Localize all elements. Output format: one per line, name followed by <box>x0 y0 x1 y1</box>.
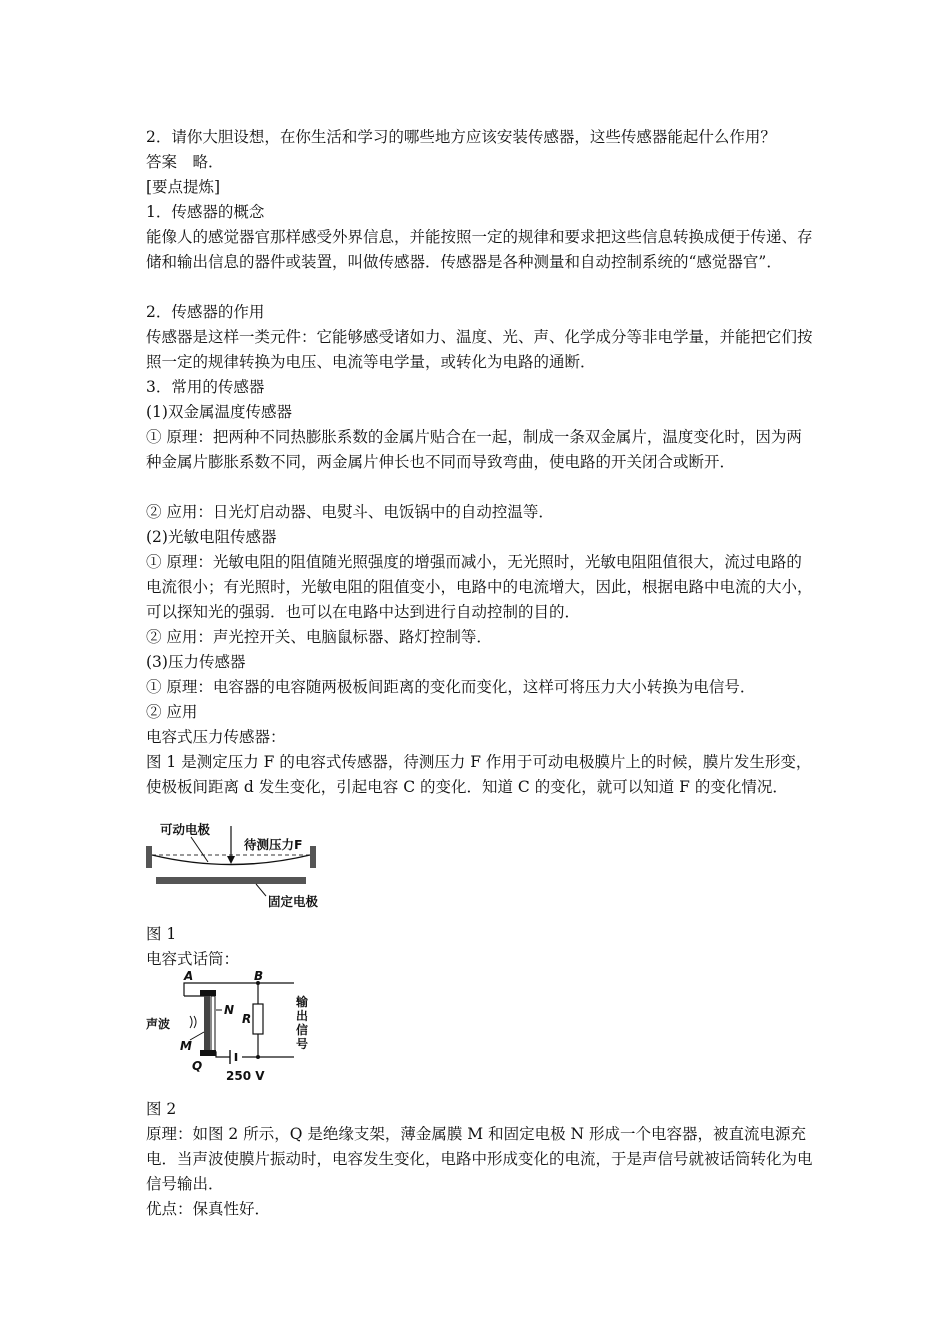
paragraph-pressure-application: ② 应用 <box>146 703 198 721</box>
condenser-microphone-circuit <box>146 970 316 1086</box>
figure-1-caption: 图 1 <box>146 925 177 943</box>
label-a: A <box>184 970 194 983</box>
paragraph-microphone-principle: 原理：如图 2 所示，Q 是绝缘支架，薄金属膜 M 和固定电极 N 形成一个电容器，被直流电源充电．当声波使膜片振动时，电容发生变化，电路中形成变化的电流，于是声信号就被话筒转化为电信号输出． <box>146 1125 813 1193</box>
label-output-4: 号 <box>296 1037 309 1051</box>
resistor-r <box>253 1004 263 1034</box>
paragraph-sensor-function: 传感器是这样一类元件：它能够感受诸如力、温度、光、声、化学成分等非电学量，并能把它们按照一定的规律转换为电压、电流等电学量，或转化为电路的通断． <box>146 328 813 371</box>
paragraph-pressure-principle: ① 原理：电容器的电容随两极板间距离的变化而变化，这样可将压力大小转换为电信号． <box>146 678 756 696</box>
fixed-electrode-leader <box>256 884 266 896</box>
figure-2-caption: 图 2 <box>146 1100 177 1118</box>
label-b: B <box>254 970 264 983</box>
right-support <box>310 846 316 868</box>
label-m: M <box>180 1039 192 1053</box>
heading-capacitive-pressure: 电容式压力传感器： <box>146 728 286 746</box>
answer-line: 答案 略． <box>146 153 224 171</box>
label-movable-electrode: 可动电极 <box>160 822 211 837</box>
sound-wave-arc-2 <box>194 1016 196 1028</box>
question-2: 2．请你大胆设想，在你生活和学习的哪些地方应该安装传感器，这些传感器能起什么作用？ <box>146 128 776 146</box>
paragraph-bimetal-application: ② 应用：日光灯启动器、电熨斗、电饭锅中的自动控温等． <box>146 503 554 521</box>
paragraph-capacitive-pressure: 图 1 是测定压力 F 的电容式传感器，待测压力 F 作用于可动电极膜片上的时候，膜片发生形变，使极板间距离 d 发生变化，引起电容 C 的变化．知道 C 的变化，就可以知道 F 的变化情况． <box>146 753 812 796</box>
label-sound-wave: 声波 <box>146 1017 171 1031</box>
paragraph-photoresistor-application: ② 应用：声光控开关、电脑鼠标器、路灯控制等． <box>146 628 492 646</box>
force-arrow-head <box>227 856 235 864</box>
label-n: N <box>224 1003 235 1017</box>
label-voltage: 250 V <box>226 1069 265 1083</box>
subheading-bimetal: (1)双金属温度传感器 <box>146 403 292 421</box>
fixed-electrode-n <box>211 996 215 1052</box>
label-output-1: 输 <box>296 995 309 1009</box>
heading-sensor-concept: 1．传感器的概念 <box>146 203 265 221</box>
label-pressure-force: 待测压力F <box>244 837 303 852</box>
support-q <box>200 1050 216 1056</box>
m-leader <box>190 1032 204 1040</box>
capacitive-pressure-sensor-diagram <box>146 820 346 912</box>
heading-condenser-microphone: 电容式话筒： <box>146 950 240 968</box>
paragraph-bimetal-principle: ① 原理：把两种不同热膨胀系数的金属片贴合在一起，制成一条双金属片，温度变化时，因为两种金属片膨胀系数不同，两金属片伸长也不同而导致弯曲，使电路的开关闭合或断开． <box>146 428 802 471</box>
node-bottom <box>256 1055 260 1059</box>
heading-sensor-function: 2．传感器的作用 <box>146 303 265 321</box>
fixed-electrode-plate <box>156 877 306 884</box>
paragraph-microphone-advantage: 优点：保真性好． <box>146 1200 271 1218</box>
label-output-2: 出 <box>296 1009 309 1023</box>
figure-1-diagram <box>146 820 346 912</box>
paragraph-sensor-concept: 能像人的感觉器官那样感受外界信息，并能按照一定的规律和要求把这些信息转换成便于传递、存储和输出信息的器件或装置，叫做传感器．传感器是各种测量和自动控制系统的“感觉器官”． <box>146 228 813 271</box>
label-output-3: 信 <box>296 1023 309 1037</box>
section-heading-key-points: [要点提炼] <box>146 178 221 196</box>
membrane-m <box>204 994 210 1054</box>
support-top <box>200 990 216 996</box>
movable-electrode-leader <box>191 837 208 862</box>
heading-common-sensors: 3．常用的传感器 <box>146 378 265 396</box>
label-q: Q <box>192 1059 203 1073</box>
label-fixed-electrode: 固定电极 <box>268 894 319 909</box>
subheading-photoresistor: (2)光敏电阻传感器 <box>146 528 277 546</box>
subheading-pressure: (3)压力传感器 <box>146 653 246 671</box>
figure-2-diagram <box>146 970 316 1086</box>
left-support <box>146 846 152 868</box>
sound-wave-arc-1 <box>190 1016 192 1028</box>
paragraph-photoresistor-principle: ① 原理：光敏电阻的阻值随光照强度的增强而减小，无光照时，光敏电阻阻值很大，流过电路的电流很小；有光照时，光敏电阻的阻值变小，电路中的电流增大，因此，根据电路中电流的大小，可以探知光的强弱．也可以在电路中达到进行自动控制的目的． <box>146 553 813 621</box>
label-r: R <box>242 1012 252 1026</box>
